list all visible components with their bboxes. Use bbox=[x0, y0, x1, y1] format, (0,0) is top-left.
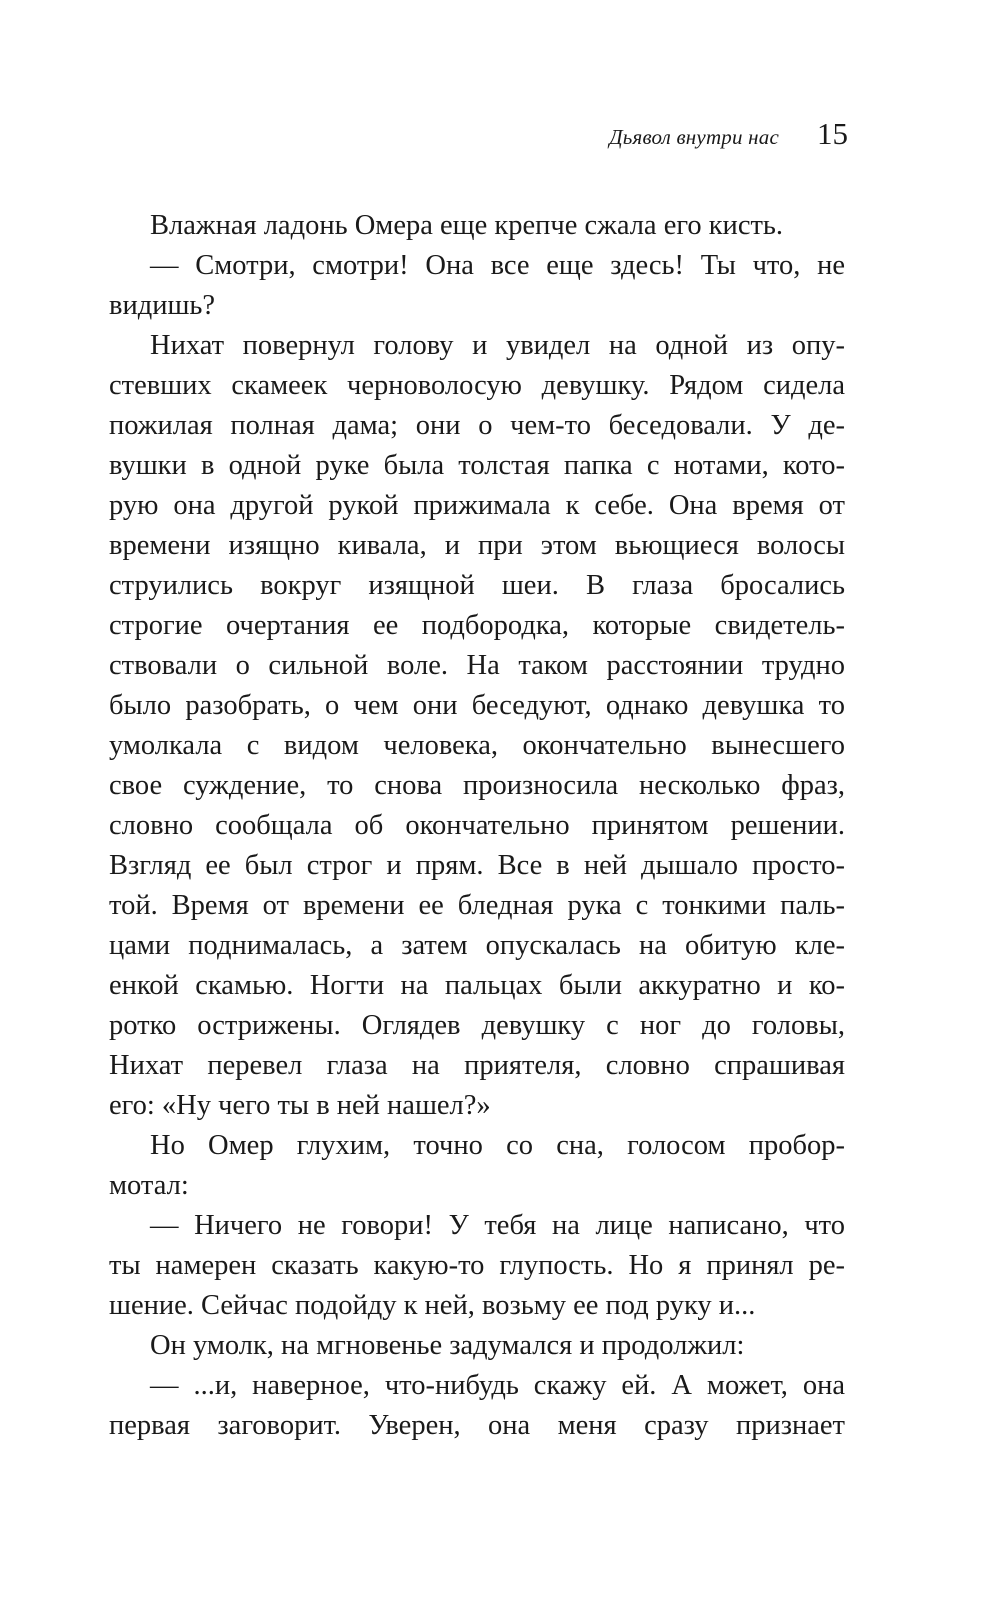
page-number: 15 bbox=[817, 116, 848, 151]
text-line: — ...и, наверное, что-нибудь скажу ей. А может, она bbox=[150, 1370, 845, 1401]
text-line: строгие очертания ее подбородка, которые свидетель- bbox=[109, 610, 845, 641]
text-line: Он умолк, на мгновенье задумался и продолжил: bbox=[150, 1330, 745, 1361]
text-line: ствовали о сильной воле. На таком расстоянии трудно bbox=[109, 650, 845, 681]
text-line: словно сообщала об окончательно принятом решении. bbox=[109, 810, 845, 841]
text-line: цами поднималась, а затем опускалась на обитую кле- bbox=[109, 930, 845, 961]
text-line: было разобрать, о чем они беседуют, однако девушка то bbox=[109, 690, 845, 721]
text-line: первая заговорит. Уверен, она меня сразу признает bbox=[109, 1410, 845, 1441]
text-line: умолкала с видом человека, окончательно вынесшего bbox=[109, 730, 845, 761]
text-line: — Ничего не говори! У тебя на лице написано, что bbox=[150, 1210, 845, 1241]
text-line: ты намерен сказать какую-то глупость. Но я принял ре- bbox=[109, 1250, 845, 1281]
text-line: Нихат повернул голову и увидел на одной из опу- bbox=[150, 330, 845, 361]
text-line: времени изящно кивала, и при этом вьющиеся волосы bbox=[109, 530, 845, 561]
text-line: той. Время от времени ее бледная рука с тонкими паль- bbox=[109, 890, 845, 921]
text-line: свое суждение, то снова произносила несколько фраз, bbox=[109, 770, 845, 801]
text-line: стевших скамеек черноволосую девушку. Рядом сидела bbox=[109, 370, 845, 401]
text-line: пожилая полная дама; они о чем-то беседовали. У де- bbox=[109, 410, 845, 441]
text-line: Но Омер глухим, точно со сна, голосом пробор- bbox=[150, 1130, 845, 1161]
text-line: Влажная ладонь Омера еще крепче сжала его кисть. bbox=[150, 210, 784, 241]
text-line: рую она другой рукой прижимала к себе. Она время от bbox=[109, 490, 845, 521]
text-line: Взгляд ее был строг и прям. Все в ней дышало просто- bbox=[109, 850, 845, 881]
text-line: мотал: bbox=[109, 1170, 189, 1201]
text-line: енкой скамью. Ногти на пальцах были аккуратно и ко- bbox=[109, 970, 845, 1001]
running-title: Дьявол внутри нас bbox=[609, 125, 779, 149]
page-header bbox=[609, 116, 848, 152]
body-text bbox=[109, 206, 845, 1446]
text-line: его: «Ну чего ты в ней нашел?» bbox=[109, 1090, 491, 1121]
text-line: видишь? bbox=[109, 290, 216, 321]
text-line: шение. Сейчас подойду к ней, возьму ее под руку и... bbox=[109, 1290, 756, 1321]
text-line: струились вокруг изящной шеи. В глаза бросались bbox=[109, 570, 845, 601]
text-line: ротко острижены. Оглядев девушку с ног до головы, bbox=[109, 1010, 845, 1041]
text-line: вушки в одной руке была толстая папка с нотами, кото- bbox=[109, 450, 845, 481]
text-line: — Смотри, смотри! Она все еще здесь! Ты что, не bbox=[150, 250, 845, 281]
text-line: Нихат перевел глаза на приятеля, словно спрашивая bbox=[109, 1050, 845, 1081]
